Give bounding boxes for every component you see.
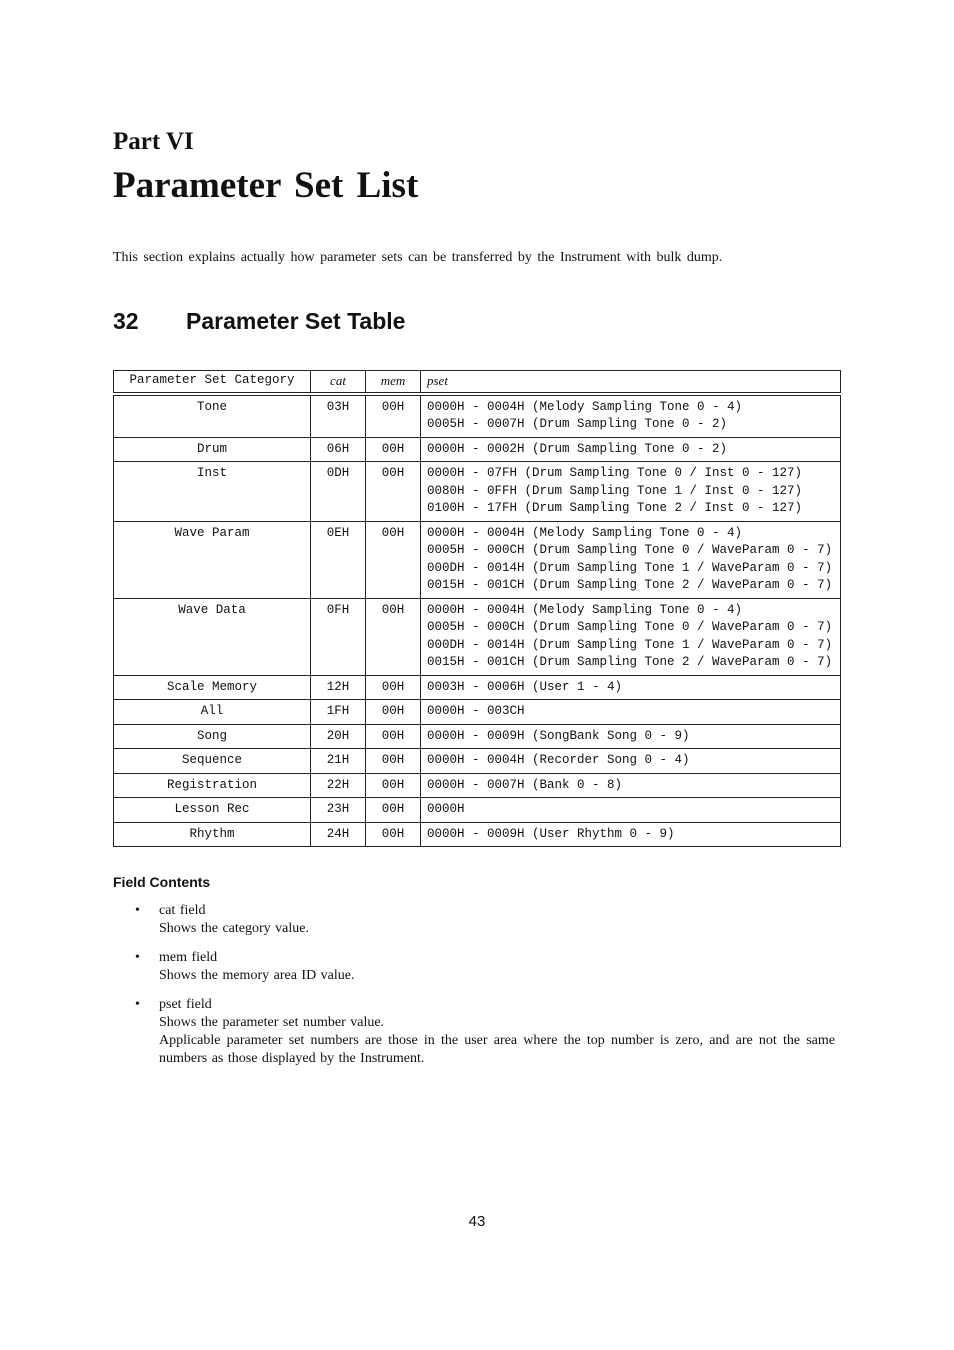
pset-cell bbox=[421, 675, 841, 700]
table-row bbox=[114, 521, 841, 598]
section-heading bbox=[113, 308, 405, 335]
pset-line: 0000H - 0004H (Melody Sampling Tone 0 - 4) bbox=[427, 602, 743, 617]
bullet-icon: • bbox=[135, 997, 140, 1012]
field-item bbox=[113, 996, 835, 1068]
pset-line: 0015H - 001CH (Drum Sampling Tone 2 / WaveParam 0 - 7) bbox=[427, 655, 833, 669]
bullet-icon: • bbox=[135, 903, 140, 918]
table-row bbox=[114, 675, 841, 700]
field-name: cat field bbox=[159, 903, 206, 918]
table-row bbox=[114, 724, 841, 749]
table-row bbox=[114, 749, 841, 774]
bullet-icon: • bbox=[135, 950, 140, 965]
field-description: Shows the parameter set number value. bbox=[159, 1015, 385, 1030]
category-cell: Wave Data bbox=[114, 598, 311, 675]
mem-cell: 00H bbox=[366, 675, 421, 700]
category-cell: Registration bbox=[114, 773, 311, 798]
cat-cell: 0DH bbox=[311, 462, 366, 522]
mem-cell: 00H bbox=[366, 437, 421, 462]
cat-cell: 0EH bbox=[311, 521, 366, 598]
table-row bbox=[114, 462, 841, 522]
cat-cell: 21H bbox=[311, 749, 366, 774]
pset-cell bbox=[421, 798, 841, 823]
pset-line: 0005H - 0007H (Drum Sampling Tone 0 - 2) bbox=[427, 417, 728, 431]
field-name: mem field bbox=[159, 950, 218, 965]
table-row bbox=[114, 773, 841, 798]
table-header-row bbox=[114, 371, 841, 394]
cat-cell: 23H bbox=[311, 798, 366, 823]
pset-cell bbox=[421, 394, 841, 438]
mem-cell: 00H bbox=[366, 773, 421, 798]
intro-paragraph: This section explains actually how parameter sets can be transferred by the Instrument with bulk dump. bbox=[113, 250, 723, 265]
pset-line: 0080H - 0FFH (Drum Sampling Tone 1 / Inst 0 - 127) bbox=[427, 483, 803, 498]
field-name: pset field bbox=[159, 997, 212, 1012]
pset-line: 0000H - 0009H (User Rhythm 0 - 9) bbox=[427, 826, 675, 841]
category-cell: Rhythm bbox=[114, 822, 311, 847]
field-contents-heading: Field Contents bbox=[113, 874, 211, 890]
cat-cell: 1FH bbox=[311, 700, 366, 725]
section-number: 32 bbox=[113, 308, 139, 334]
pset-line: 0000H - 0007H (Bank 0 - 8) bbox=[427, 777, 623, 792]
mem-cell: 00H bbox=[366, 724, 421, 749]
pset-line: 0005H - 000CH (Drum Sampling Tone 0 / WaveParam 0 - 7) bbox=[427, 620, 833, 634]
field-item bbox=[113, 949, 835, 985]
field-description: Applicable parameter set numbers are those in the user area where the top number is zero, and are not the same numbers as those displayed by the Instrument. bbox=[159, 1033, 835, 1066]
category-cell: Scale Memory bbox=[114, 675, 311, 700]
pset-cell bbox=[421, 724, 841, 749]
mem-cell: 00H bbox=[366, 394, 421, 438]
cat-cell: 06H bbox=[311, 437, 366, 462]
pset-line: 0000H - 0009H (SongBank Song 0 - 9) bbox=[427, 728, 690, 743]
table-body bbox=[114, 394, 841, 847]
mem-cell: 00H bbox=[366, 521, 421, 598]
pset-cell bbox=[421, 437, 841, 462]
parameter-set-table bbox=[113, 370, 841, 847]
part-label: Part VI bbox=[113, 128, 194, 155]
cat-cell: 24H bbox=[311, 822, 366, 847]
pset-line: 0005H - 000CH (Drum Sampling Tone 0 / WaveParam 0 - 7) bbox=[427, 543, 833, 557]
category-cell: Lesson Rec bbox=[114, 798, 311, 823]
header-cat: cat bbox=[311, 371, 366, 394]
mem-cell: 00H bbox=[366, 822, 421, 847]
cat-cell: 12H bbox=[311, 675, 366, 700]
header-pset: pset bbox=[421, 371, 841, 394]
mem-cell: 00H bbox=[366, 462, 421, 522]
table-row bbox=[114, 822, 841, 847]
mem-cell: 00H bbox=[366, 598, 421, 675]
cat-cell: 03H bbox=[311, 394, 366, 438]
category-cell: Sequence bbox=[114, 749, 311, 774]
category-cell: All bbox=[114, 700, 311, 725]
field-description: Shows the category value. bbox=[159, 921, 309, 936]
pset-line: 0003H - 0006H (User 1 - 4) bbox=[427, 679, 623, 694]
pset-line: 0000H - 07FH (Drum Sampling Tone 0 / Inst 0 - 127) bbox=[427, 466, 803, 480]
header-category: Parameter Set Category bbox=[114, 371, 311, 394]
table-row bbox=[114, 798, 841, 823]
pset-cell bbox=[421, 521, 841, 598]
pset-cell bbox=[421, 773, 841, 798]
page-title: Parameter Set List bbox=[113, 165, 419, 206]
table-row bbox=[114, 394, 841, 438]
cat-cell: 22H bbox=[311, 773, 366, 798]
field-contents-list bbox=[113, 902, 835, 1079]
pset-line: 0000H - 003CH bbox=[427, 704, 525, 718]
mem-cell: 00H bbox=[366, 749, 421, 774]
pset-line: 000DH - 0014H (Drum Sampling Tone 1 / WaveParam 0 - 7) bbox=[427, 560, 833, 575]
cat-cell: 20H bbox=[311, 724, 366, 749]
cat-cell: 0FH bbox=[311, 598, 366, 675]
section-title: Parameter Set Table bbox=[186, 308, 406, 334]
pset-line: 0100H - 17FH (Drum Sampling Tone 2 / Inst 0 - 127) bbox=[427, 501, 803, 515]
pset-line: 0015H - 001CH (Drum Sampling Tone 2 / WaveParam 0 - 7) bbox=[427, 578, 833, 592]
mem-cell: 00H bbox=[366, 798, 421, 823]
field-item bbox=[113, 902, 835, 938]
pset-line: 0000H - 0004H (Melody Sampling Tone 0 - 4) bbox=[427, 399, 743, 414]
header-mem: mem bbox=[366, 371, 421, 394]
pset-cell bbox=[421, 749, 841, 774]
category-cell: Song bbox=[114, 724, 311, 749]
table-row bbox=[114, 598, 841, 675]
pset-cell bbox=[421, 700, 841, 725]
category-cell: Drum bbox=[114, 437, 311, 462]
pset-line: 000DH - 0014H (Drum Sampling Tone 1 / WaveParam 0 - 7) bbox=[427, 637, 833, 652]
pset-line: 0000H - 0002H (Drum Sampling Tone 0 - 2) bbox=[427, 441, 728, 456]
category-cell: Wave Param bbox=[114, 521, 311, 598]
pset-cell bbox=[421, 462, 841, 522]
pset-line: 0000H - 0004H (Melody Sampling Tone 0 - 4) bbox=[427, 525, 743, 540]
table-row bbox=[114, 437, 841, 462]
pset-cell bbox=[421, 598, 841, 675]
table-row bbox=[114, 700, 841, 725]
category-cell: Tone bbox=[114, 394, 311, 438]
category-cell: Inst bbox=[114, 462, 311, 522]
pset-cell bbox=[421, 822, 841, 847]
mem-cell: 00H bbox=[366, 700, 421, 725]
pset-line: 0000H bbox=[427, 802, 465, 816]
page-number: 43 bbox=[468, 1213, 486, 1230]
field-description: Shows the memory area ID value. bbox=[159, 968, 355, 983]
pset-line: 0000H - 0004H (Recorder Song 0 - 4) bbox=[427, 753, 690, 767]
